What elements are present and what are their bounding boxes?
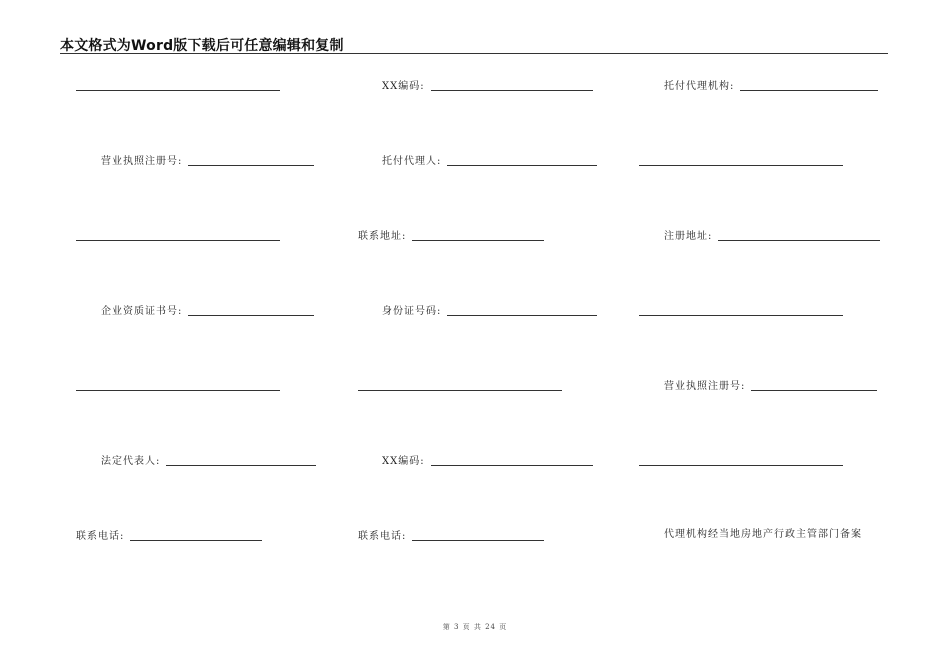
license-number-field <box>101 154 314 168</box>
field-label: 营业执照注册号: <box>101 156 183 167</box>
fill-line[interactable] <box>412 539 544 541</box>
field-label: 联系电话: <box>358 531 407 542</box>
code-field <box>382 454 593 468</box>
legal-representative-field <box>101 454 316 468</box>
fill-line[interactable] <box>188 314 314 316</box>
phone-field <box>76 529 262 543</box>
blank-line <box>639 165 843 167</box>
fill-line[interactable] <box>751 389 877 391</box>
field-label: XX编码: <box>382 81 425 92</box>
fill-line[interactable] <box>431 464 593 466</box>
document-header <box>60 35 888 54</box>
field-label: 托付代理人: <box>382 156 442 167</box>
registered-address-field <box>664 229 880 243</box>
blank-line <box>76 390 280 392</box>
fill-line[interactable] <box>740 89 878 91</box>
field-label: 企业资质证书号: <box>101 306 183 317</box>
license-number-field <box>664 379 877 393</box>
page-number: 第 3 页 共 24 页 <box>442 623 508 631</box>
filing-note: 代理机构经当地房地产行政主管部门备案 <box>664 529 862 540</box>
blank-line <box>639 465 843 467</box>
field-label: 营业执照注册号: <box>664 381 746 392</box>
blank-line <box>639 315 843 317</box>
blank-line <box>358 390 562 392</box>
blank-line <box>76 90 280 92</box>
field-label: 联系电话: <box>76 531 125 542</box>
fill-line[interactable] <box>447 164 597 166</box>
fill-line[interactable] <box>166 464 316 466</box>
field-label: 联系地址: <box>358 231 407 242</box>
blank-line <box>76 240 280 242</box>
code-field <box>382 79 593 93</box>
field-label: 注册地址: <box>664 231 713 242</box>
field-label: XX编码: <box>382 456 425 467</box>
fill-line[interactable] <box>431 89 593 91</box>
fill-line[interactable] <box>188 164 314 166</box>
field-label: 托付代理机构: <box>664 81 735 92</box>
fill-line[interactable] <box>447 314 597 316</box>
field-label: 法定代表人: <box>101 456 161 467</box>
field-label: 身份证号码: <box>382 306 442 317</box>
agent-field <box>382 154 597 168</box>
id-number-field <box>382 304 597 318</box>
fill-line[interactable] <box>130 539 262 541</box>
fill-line[interactable] <box>718 239 880 241</box>
fill-line[interactable] <box>412 239 544 241</box>
phone-field <box>358 529 544 543</box>
contact-address-field <box>358 229 544 243</box>
agency-field <box>664 79 878 93</box>
header-title: 本文格式为Word版下载后可任意编辑和复制 <box>60 38 344 54</box>
qualification-cert-field <box>101 304 314 318</box>
